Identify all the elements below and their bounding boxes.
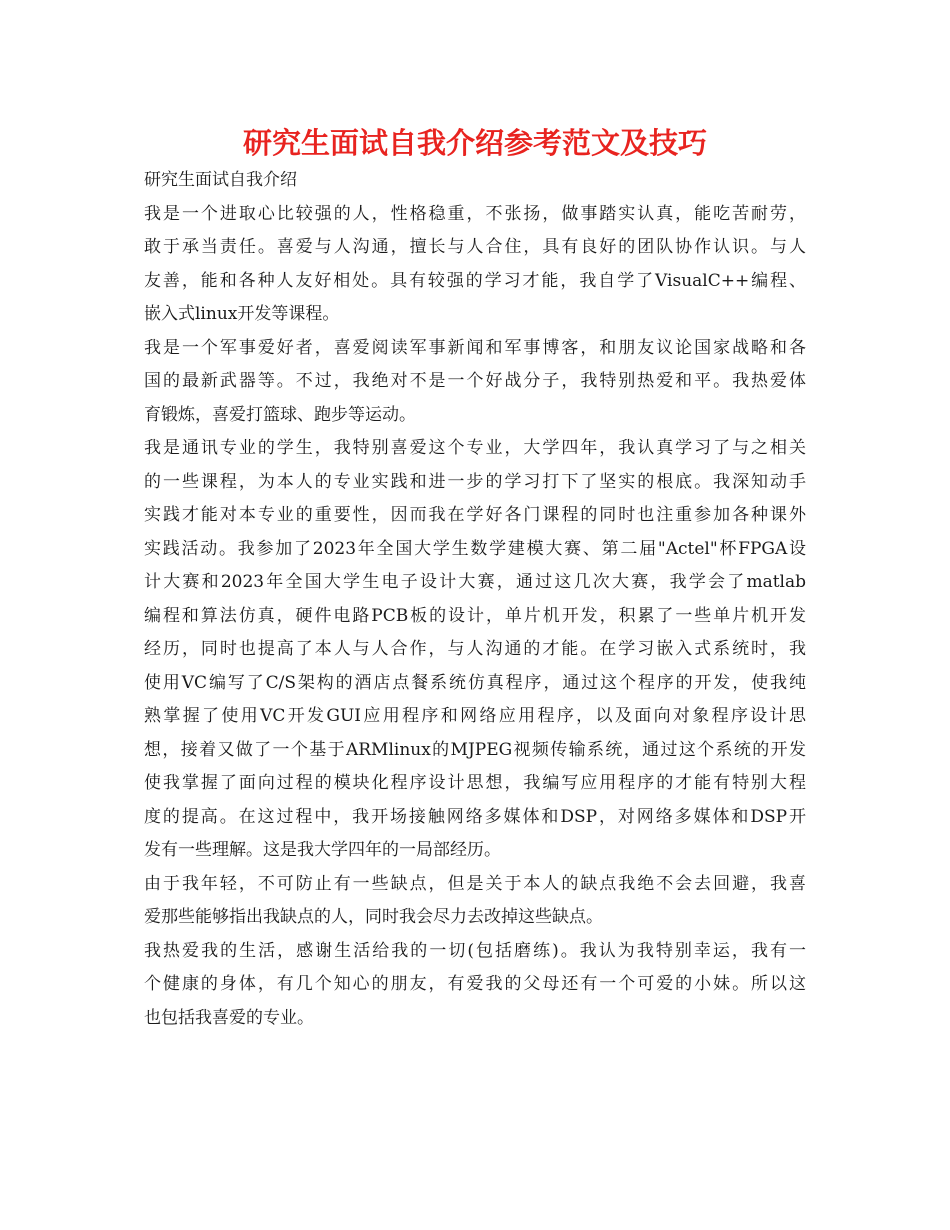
text-line: 编程和算法仿真，硬件电路PCB板的设计，单片机开发，积累了一些单片机开发	[144, 605, 806, 626]
text-line: 计大赛和2023年全国大学生电子设计大赛，通过这几次大赛，我学会了matlab	[144, 572, 806, 592]
text-line: 实践才能对本专业的重要性，因而我在学好各门课程的同时也注重参加各种课外	[144, 505, 806, 525]
text-line: 我是一个进取心比较强的人，性格稳重，不张扬，做事踏实认真，能吃苦耐劳，	[144, 203, 806, 224]
text-line: 育锻炼，喜爱打篮球、跑步等运动。	[144, 404, 416, 425]
text-line: 我是一个军事爱好者，喜爱阅读军事新闻和军事博客，和朋友议论国家战略和各	[144, 337, 806, 358]
text-line: 发有一些理解。这是我大学四年的一局部经历。	[144, 840, 501, 860]
text-line: 使我掌握了面向过程的模块化程序设计思想，我编写应用程序的才能有特别大程	[144, 773, 806, 793]
text-line: 实践活动。我参加了2023年全国大学生数学建模大赛、第二届"Actel"杯FPGA设	[144, 538, 806, 559]
text-line: 国的最新武器等。不过，我绝对不是一个好战分子，我特别热爱和平。我热爱体	[144, 371, 806, 391]
text-line: 也包括我喜爱的专业。	[144, 1007, 314, 1028]
text-line: 想，接着又做了一个基于ARMlinux的MJPEG视频传输系统，通过这个系统的开发	[144, 739, 806, 760]
text-line: 经历，同时也提高了本人与人合作，与人沟通的才能。在学习嵌入式系统时，我	[144, 639, 806, 659]
page-title: 研究生面试自我介绍参考范文及技巧	[242, 126, 707, 160]
text-line: 我热爱我的生活，感谢生活给我的一切(包括磨练)。我认为我特别幸运，我有一	[144, 940, 806, 961]
text-line: 嵌入式linux开发等课程。	[144, 304, 340, 324]
text-line: 敢于承当责任。喜爱与人沟通，擅长与人合住，具有良好的团队协作认识。与人	[144, 237, 806, 257]
text-line: 个健康的身体，有几个知心的朋友，有爱我的父母还有一个可爱的小妹。所以这	[144, 974, 806, 994]
text-line: 我是通讯专业的学生，我特别喜爱这个专业，大学四年，我认真学习了与之相关	[144, 438, 806, 458]
text-line: 的一些课程，为本人的专业实践和进一步的学习打下了坚实的根底。我深知动手	[144, 471, 806, 492]
document-body	[144, 164, 806, 1035]
text-line: 由于我年轻，不可防止有一些缺点，但是关于本人的缺点我绝不会去回避，我喜	[144, 873, 806, 894]
text-line: 度的提高。在这过程中，我开场接触网络多媒体和DSP，对网络多媒体和DSP开	[144, 806, 806, 827]
text-line: 使用VC编写了C/S架构的酒店点餐系统仿真程序，通过这个程序的开发，使我纯	[144, 672, 806, 693]
section-heading: 研究生面试自我介绍	[144, 170, 297, 190]
text-line: 爱那些能够指出我缺点的人，同时我会尽力去改掉这些缺点。	[144, 907, 603, 927]
text-line: 友善，能和各种人友好相处。具有较强的学习才能，我自学了VisualC++编程、	[144, 270, 806, 291]
text-line: 熟掌握了使用VC开发GUI应用程序和网络应用程序，以及面向对象程序设计思	[144, 706, 806, 726]
